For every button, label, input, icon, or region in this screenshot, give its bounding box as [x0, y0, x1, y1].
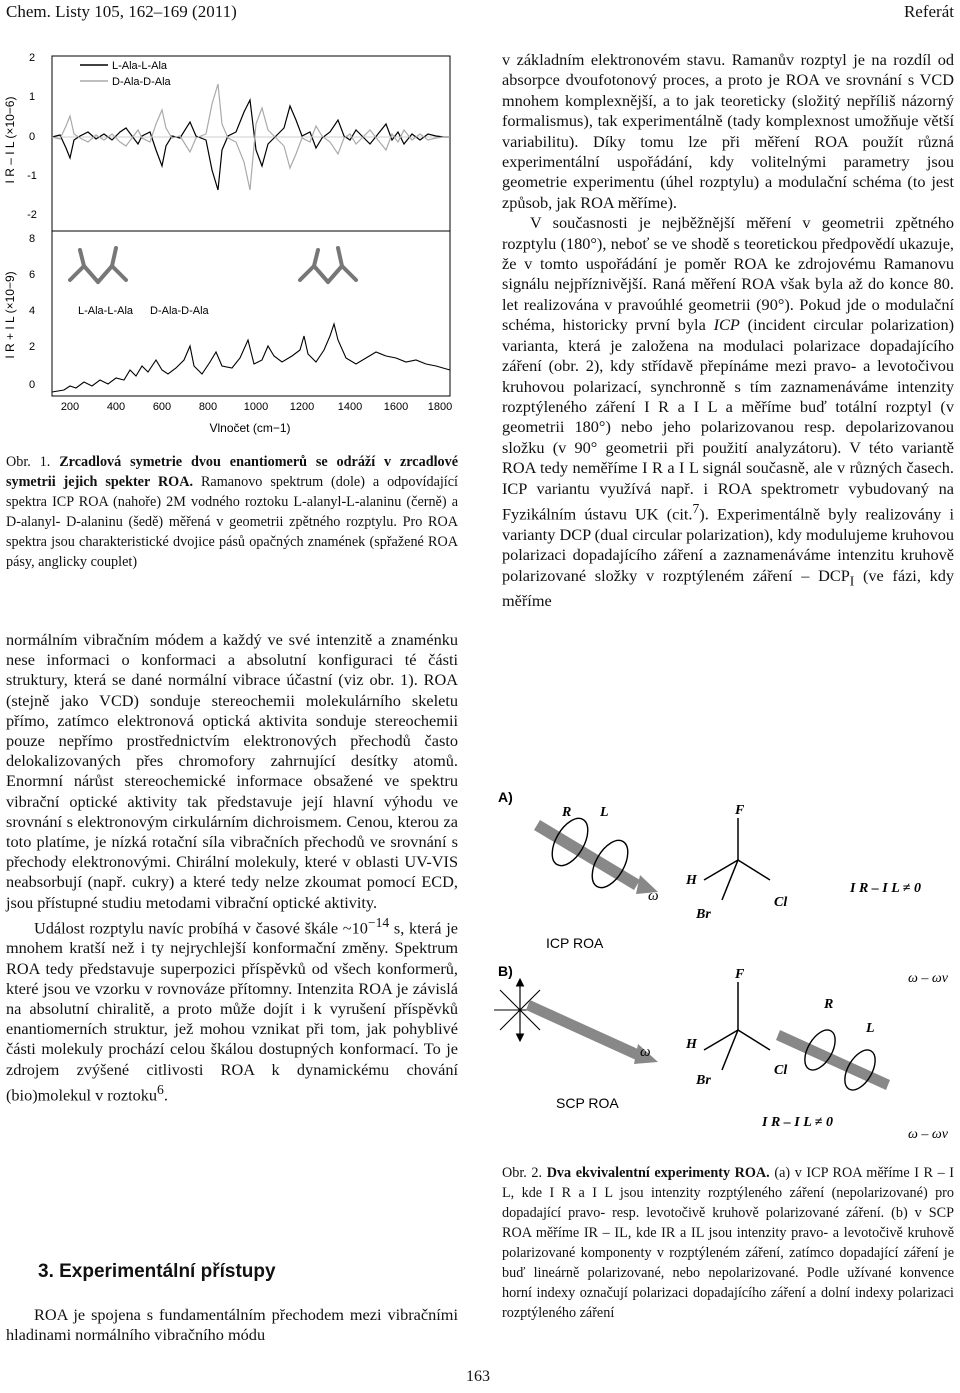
paragraph: v základním elektronovém stavu. Ramanův rozptyl je na rozdíl od absorpce dvoufotonový proces, a proto je ROA ve srovnání s VCD mnohem komplexnější, a to jak teoreticky (složitý nepříliš názorný formalismus), tak experimentálně (tady komplexnost umožňuje větší variabilitu). Díky tomu lze při měření ROA použít různá experimentální uspořádání, kdy volitelnými parametry jsou geometrie experimentu (úhel rozptylu) a modulační schéma (to jest způsob, jak ROA měříme). — [502, 50, 954, 212]
omega-diff-b: ω – ωv — [908, 1127, 948, 1142]
omega-diff-a: ω – ωv — [908, 971, 948, 986]
xtick: 1400 — [337, 401, 363, 413]
roa-ylabel: I R – I L (×10−6) — [3, 96, 17, 184]
roa-ytick: -1 — [27, 170, 37, 182]
atom-Cl: Cl — [774, 895, 788, 910]
running-header — [6, 2, 954, 24]
caption-2-label: Obr. 2. — [502, 1165, 543, 1181]
scp-incident-beam — [526, 1000, 640, 1060]
xtick: 600 — [152, 401, 172, 413]
xtick: 1800 — [427, 401, 453, 413]
label-R-b: R — [824, 997, 834, 1012]
section-label: Referát — [903, 2, 954, 21]
atom-Cl-b: Cl — [774, 1063, 788, 1078]
chiral-molecule-b — [704, 982, 770, 1070]
panel-b-label: B) — [498, 963, 513, 979]
label-L-b: L — [866, 1021, 875, 1036]
caption-2-text: (a) v ICP ROA měříme I R – I L, kde I R a I L jsou intenzity rozptýleného záření (nepolarizované) pro dopadající pravo- resp. levotočivě kruhově polarizované záření. (b) v SCP ROA měříme IR – IL, kde IR a IL jsou intenzity pravo- a levotočivě kruhově polarizované komponenty v rozptýleném záření, zatímco dopadající záření je buď lineárně polarizované, nebo nepolarizované. Podle užívané konvence horní indexy označují polarizaci dopadajícího záření a dolní indexy polarizaci rozptýleného záření — [502, 1165, 955, 1321]
figure-1 — [0, 40, 470, 450]
atom-Br-b: Br — [696, 1073, 711, 1088]
roa-ytick: 2 — [28, 52, 36, 64]
roa-ytick: 0 — [28, 131, 36, 143]
chiral-molecule-a — [704, 818, 770, 900]
icp-incident-beam — [534, 820, 640, 890]
molecule-l-ala — [70, 248, 126, 282]
paragraph: normálním vibračním módem a každý ve své intenzitě a znaménku nese informaci o konformaci a absolutní konfiguraci té části struktury, která se dané normální vibrace účastní (viz obr. 1). ROA (stejně jako VCD) sonduje stereochemii molekulárního skeletu přímo, zatímco elektronová optická aktivita sonduje stereochemii pouze nepřímo prostřednictvím elektronových přechodů často delokalizovaných přes chromofory zahrnující desítky atomů. Enormní nárůst stereochemické informace obsažené ve spektru vibrační optické aktivity tak představuje její hlavní výhodu ve srovnání s elektronovým cirkulárním dichroismem. Cenou, kterou za toto platíme, je nízká rotační síla vibračních přechodů ve srovnání s přechody elektronovými. Chirální molekuly, které v oblasti UV-VIS neabsorbují (např. cukry) a které tedy nelze zkoumat pomocí ECD, jsou přístupné studiu metodami vibrační optické aktivity. — [6, 630, 458, 912]
label-R: R — [562, 805, 572, 820]
molecule-label-left: L-Ala-L-Ala — [78, 305, 134, 317]
molecule-label-right: D-Ala-D-Ala — [150, 305, 209, 317]
scattered-beam-R — [776, 1030, 890, 1090]
paragraph: V současnosti je nejběžnější měření v geometrii zpětného rozptylu (180°), neboť se ve shodě s teoretickou předpovědí ukazuje, že v tomto uspořádání je poměr ROA ke zdrojovému Ramanovu signálu nejpříznivější. Raná měření ROA však byla až do konce 80. let realizována v pravoúhlé geometrii (90°). Pokud jde o modulační schéma, historicky první byla ICP (incident circular polarization) varianta, která je založena na modulaci polarizace dopadajícího záření (obr. 2), kdy střídavě přepínáme mezi pravo- a levotočivou kruhovou polarizací, synchronně s tím zaznamenáváme intenzity rozptýleného záření I R a I L a měříme buď totální rozptyl (v geometrii 180°) nebo jeho polarizovanou resp. depolarizovanou složku (v 90° geometrii při použití analyzátoru). V této variantě ROA tedy neměříme I R a I L signál současně, ale v různých časech. ICP variantu využívá např. i ROA spektrometr vybudovaný na Fyzikálním ústavu UK (cit.$^7$). Experimentálně byly realizovány i varianty DCP (dual circular polarization), kdy modulujeme kruhovou polarizaci dopadajícího záření a zaznamenáváme intenzitu kruhově polarizované složky v rozptýleném záření – $DCP_I$ (ve fázi, kdy měříme — [502, 213, 955, 611]
molecule-d-ala — [300, 248, 356, 282]
xtick: 800 — [198, 401, 218, 413]
xtick: 1600 — [383, 401, 409, 413]
caption-1-text: Ramanovo spektrum (dole) a odpovídající spektra ICP ROA (nahoře) 2M vodného roztoku L-alanyl-L-alaninu (černě) a D-alanyl- D-alaninu (šedě) měřená v geometrii zpětného rozptylu. Pro ROA spektra jsou charakteristické dvojice pásů opačných znamének (spřažené ROA pásy, anglicky couplet) — [6, 474, 458, 570]
figure-2 — [490, 780, 960, 1155]
roa-ytick: 1 — [28, 91, 36, 103]
caption-1-title: Zrcadlová symetrie dvou enantiomerů se odráží v zrcadlové symetrii jejich spekter ROA. — [6, 454, 459, 490]
caption-1-label: Obr. 1. — [6, 454, 51, 470]
paragraph: ROA je spojena s fundamentálním přechodem mezi vibračními hladinami normálního vibračního módu — [6, 1305, 458, 1345]
omega-b: ω — [640, 1044, 651, 1060]
left-column — [6, 630, 458, 1106]
legend-gray: D-Ala-D-Ala — [112, 76, 171, 88]
right-column — [502, 50, 954, 612]
omega: ω — [648, 888, 659, 904]
roa-ytick: -2 — [27, 209, 37, 221]
xtick: 1000 — [243, 401, 269, 413]
page-number: 163 — [466, 1368, 490, 1385]
raman-ytick: 4 — [28, 305, 36, 317]
atom-F-b: F — [735, 967, 745, 982]
scp-equation: I R – I L ≠ 0 — [762, 1115, 833, 1130]
legend-black: L-Ala-L-Ala — [112, 60, 168, 72]
left-column-end — [6, 1305, 458, 1346]
raman-ytick: 0 — [28, 379, 36, 391]
section-heading: 3. Experimentální přístupy — [38, 1261, 276, 1282]
icp-equation: I R – I L ≠ 0 — [850, 881, 921, 896]
xtick: 200 — [60, 401, 80, 413]
journal-citation: Chem. Listy 105, 162–169 (2011) — [6, 2, 237, 21]
raman-ytick: 2 — [28, 341, 36, 353]
raman-ytick: 6 — [28, 269, 36, 281]
paragraph: Událost rozptylu navíc probíhá v časové škále $\sim 10^{-14}$ s, která je mnohem kratší než i ty nejrychlejší konformační změny. Spektrum ROA tedy představuje superpozici příspěvků od všech konformerů, které jsou ve vzorku v rovnováze přítomny. Intenzita ROA je závislá na absolutní chiralitě, a proto může dojít i k vyrušení příspěvků enantiomerních struktur, jež mohou vznikat při tom, jak pohyblivé části molekuly prochází celou škálou dostupných konformací. To je zdrojem zvýšené citlivosti ROA k dynamickému chování (bio)molekul v roztoku$^6$. — [6, 914, 459, 1105]
xlabel: Vlnočet (cm−1) — [209, 421, 291, 435]
atom-Br: Br — [696, 907, 711, 922]
figure-2-caption — [502, 1163, 954, 1323]
icp-label: ICP ROA — [546, 935, 604, 951]
atom-H-b: H — [686, 1037, 697, 1052]
panel-a-label: A) — [498, 789, 513, 805]
xtick: 400 — [106, 401, 126, 413]
figure-1-caption — [6, 452, 458, 572]
atom-F: F — [735, 803, 745, 818]
raman-ytick: 8 — [28, 233, 36, 245]
xtick: 1200 — [289, 401, 315, 413]
raman-spectrum — [52, 324, 450, 392]
caption-2-title: Dva ekvivalentní experimenty ROA. — [546, 1165, 770, 1181]
label-L: L — [600, 805, 609, 820]
raman-ylabel: I R + I L (×10−9) — [3, 271, 17, 359]
atom-H: H — [686, 873, 697, 888]
scp-label: SCP ROA — [556, 1095, 619, 1111]
